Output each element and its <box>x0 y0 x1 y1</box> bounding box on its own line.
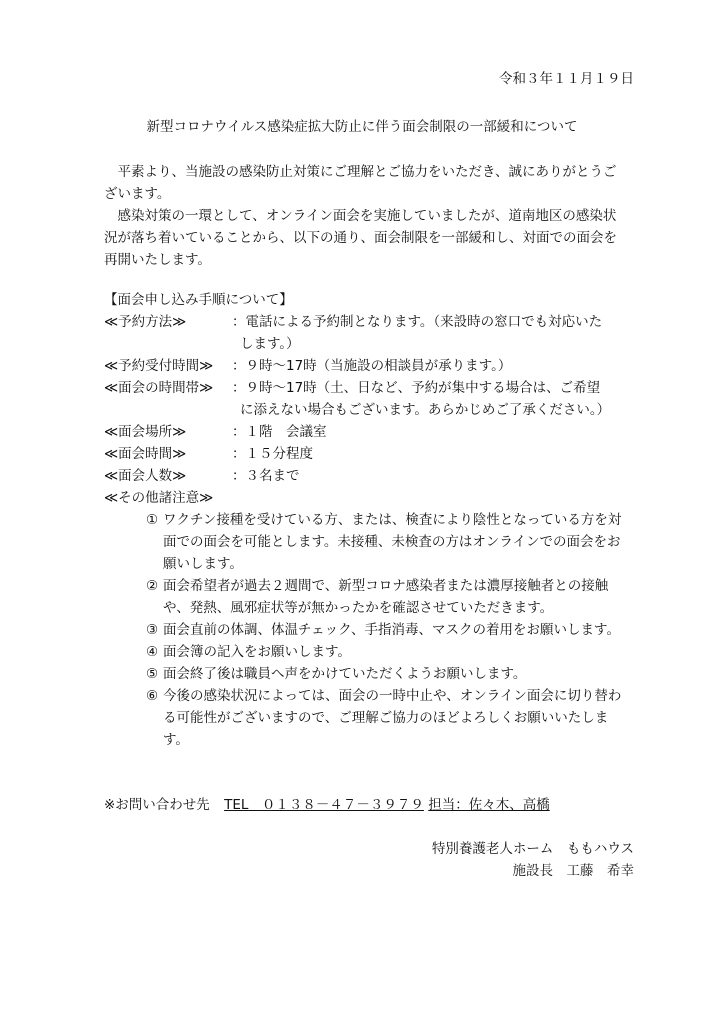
item-value <box>232 311 602 355</box>
note-text: 面会終了後は職員へ声をかけていただくようお願いします。 <box>163 666 527 682</box>
greeting-paragraph <box>104 161 624 205</box>
director-name: 施設長 工藤 希幸 <box>512 863 634 879</box>
item-label: ≪面会人数≫ <box>104 468 187 484</box>
item-value-continuation: します。） <box>240 336 300 352</box>
procedure-list <box>104 311 610 487</box>
item-value: ：１階 会議室 <box>232 424 327 440</box>
item-label: ≪面会場所≫ <box>104 424 187 440</box>
procedure-item-duration <box>104 443 610 465</box>
item-value-text: ：９時～17時（土、日など、予約が集中する場合は、ご希望 <box>232 380 601 396</box>
announcement-paragraph <box>104 205 624 271</box>
note-number: ② <box>146 578 159 594</box>
procedure-heading: 【面会申し込み手順について】 <box>104 292 293 308</box>
document-title: 新型コロナウイルス感染症拡大防止に伴う面会制限の一部緩和について <box>146 119 578 135</box>
note-item <box>146 685 626 751</box>
item-label: ≪面会時間≫ <box>104 446 187 462</box>
note-item <box>146 509 626 575</box>
note-item <box>146 575 626 619</box>
item-label: ≪面会の時間帯≫ <box>104 380 214 396</box>
note-text: 今後の感染状況によっては、面会の一時中止や、オンライン面会に切り替わる可能性がございますので、ご理解ご協力のほどよろしくお願いいたします。 <box>163 688 622 748</box>
note-number: ④ <box>146 644 159 660</box>
note-text: ワクチン接種を受けている方、または、検査により陰性となっている方を対面での面会を可能とします。未接種、未検査の方はオンラインでの面会をお願いします。 <box>163 512 622 572</box>
item-value: ：９時～17時（当施設の相談員が承ります。） <box>232 358 512 374</box>
note-item <box>146 619 626 641</box>
note-number: ① <box>146 512 159 528</box>
document-date: 令和３年１１月１９日 <box>499 71 634 87</box>
note-number: ⑥ <box>146 688 159 704</box>
note-number: ③ <box>146 622 159 638</box>
paragraph-text: 平素より、当施設の感染防止対策にご理解とご協力をいただき、誠にありがとうございます。 <box>104 164 617 202</box>
item-value-continuation: に添えない場合もございます。あらかじめご了承ください。） <box>240 402 611 418</box>
item-value <box>232 377 610 421</box>
contact-line <box>104 794 550 816</box>
procedure-item-reservation-method <box>104 311 610 355</box>
procedure-item-location <box>104 421 610 443</box>
note-item <box>146 641 626 663</box>
item-value: ：１５分程度 <box>232 446 313 462</box>
contact-phone[interactable]: TEL ０１３８－４７－３９７９ <box>224 797 424 813</box>
procedure-item-reservation-hours <box>104 355 610 377</box>
note-text: 面会簿の記入をお願いします。 <box>163 644 351 660</box>
note-text: 面会希望者が過去２週間で、新型コロナ感染者または濃厚接触者との接触や、発熱、風邪症状等が無かったかを確認させていただきます。 <box>163 578 609 616</box>
contact-staff: 担当：佐々木、高橋 <box>428 797 550 813</box>
item-label: ≪予約方法≫ <box>104 314 187 330</box>
item-value: ：３名まで <box>232 468 300 484</box>
paragraph-text: 感染対策の一環として、オンライン面会を実施していましたが、道南地区の感染状況が落ち着いていることから、以下の通り、面会制限を一部緩和し、対面での面会を再開いたします。 <box>104 208 617 268</box>
procedure-item-visiting-hours <box>104 377 610 421</box>
contact-label: ※お問い合わせ先 <box>104 797 210 813</box>
procedure-item-visitor-count <box>104 465 610 487</box>
note-text: 面会直前の体調、体温チェック、手指消毒、マスクの着用をお願いします。 <box>163 622 620 638</box>
organization-name: 特別養護老人ホーム ももハウス <box>431 841 634 857</box>
item-label: ≪予約受付時間≫ <box>104 358 214 374</box>
item-value-text: ：電話による予約制となります。（来設時の窓口でも対応いた <box>232 314 603 330</box>
notes-list <box>146 509 626 751</box>
notes-heading: ≪その他諸注意≫ <box>104 490 214 506</box>
note-item <box>146 663 626 685</box>
note-number: ⑤ <box>146 666 159 682</box>
